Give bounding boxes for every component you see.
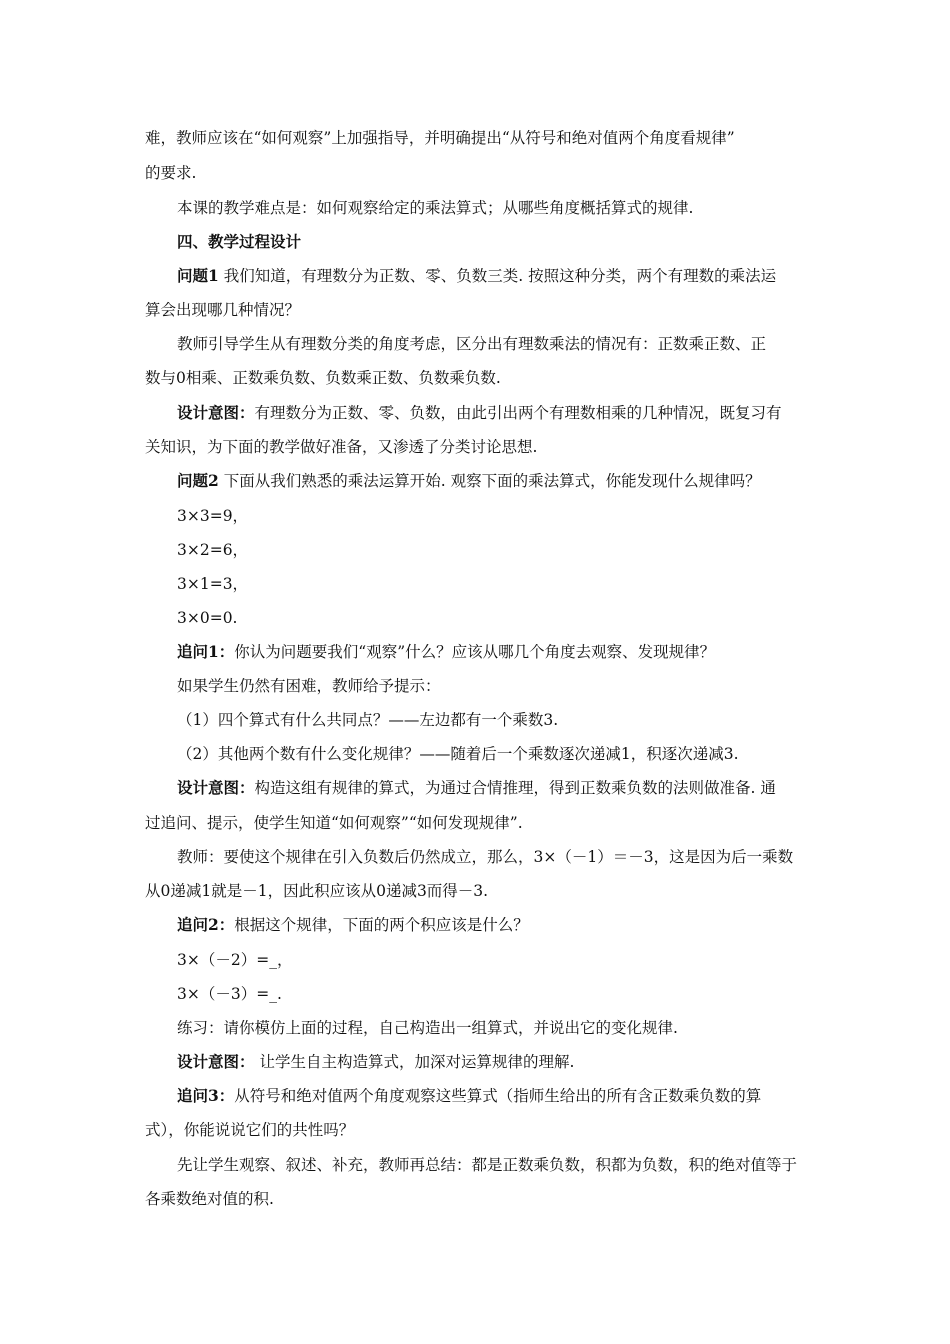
paragraph-line: 算会出现哪几种情况？ [145,301,301,319]
paragraph-line: 教师：要使这个规律在引入负数后仍然成立，那么，3×（－1）＝－3，这是因为后一乘数 [177,848,794,866]
hint-line: （2）其他两个数有什么变化规律？——随着后一个乘数逐次递减1，积逐次递减3. [177,745,739,763]
question-label: 问题2 [177,471,219,490]
question-line: 问题2 下面从我们熟悉的乘法运算开始. 观察下面的乘法算式，你能发现什么规律吗？ [177,471,761,490]
follow-up-label: 追问3： [177,1086,235,1105]
follow-up-line: 追问1：你认为问题要我们“观察”什么？应该从哪几个角度去观察、发现规律？ [177,642,716,661]
paragraph-line: 先让学生观察、叙述、补充，教师再总结：都是正数乘负数，积都为负数，积的绝对值等于 [177,1156,798,1174]
design-intent-line: 设计意图：有理数分为正数、零、负数，由此引出两个有理数相乘的几种情况，既复习有 [177,403,782,422]
equation-line: 3×3=9， [177,507,249,525]
paragraph-line: 的要求. [145,164,197,182]
design-intent-line: 设计意图： 让学生自主构造算式，加深对运算规律的理解. [177,1052,575,1071]
equation-line: 3×1=3， [177,575,249,593]
question-label: 问题1 [177,266,219,285]
follow-up-line: 追问2：根据这个规律，下面的两个积应该是什么？ [177,915,529,934]
follow-up-line: 追问3：从符号和绝对值两个角度观察这些算式（指师生给出的所有含正数乘负数的算 [177,1086,762,1105]
follow-up-label: 追问1： [177,642,235,661]
follow-up-label: 追问2： [177,915,235,934]
design-intent-label: 设计意图： [177,1052,255,1071]
design-intent-label: 设计意图： [177,403,255,422]
equation-line: 3×0=0. [177,609,238,627]
equation-line: 3×（－2）=_， [177,951,293,969]
question-line: 问题1 我们知道，有理数分为正数、零、负数三类. 按照这种分类，两个有理数的乘法运 [177,266,777,285]
paragraph-line: 数与0相乘、正数乘负数、负数乘正数、负数乘负数. [145,369,501,387]
design-intent-line: 设计意图：构造这组有规律的算式，为通过合情推理，得到正数乘负数的法则做准备. 通 [177,778,776,797]
paragraph-line: 难，教师应该在“如何观察”上加强指导，并明确提出“从符号和绝对值两个角度看规律” [145,129,735,147]
paragraph-line: 如果学生仍然有困难，教师给予提示： [177,677,441,695]
paragraph-line: 关知识，为下面的教学做好准备，又渗透了分类讨论思想. [145,438,538,456]
hint-line: （1）四个算式有什么共同点？——左边都有一个乘数3. [177,711,559,729]
paragraph-line: 教师引导学生从有理数分类的角度考虑，区分出有理数乘法的情况有：正数乘正数、正 [177,335,767,353]
section-heading: 四、教学过程设计 [177,232,302,251]
equation-line: 3×2=6， [177,541,249,559]
equation-line: 3×（－3）=_. [177,985,282,1003]
paragraph-line: 过追问、提示，使学生知道“如何观察”“如何发现规律”. [145,814,523,832]
paragraph-line: 各乘数绝对值的积. [145,1190,274,1208]
design-intent-label: 设计意图： [177,778,255,797]
paragraph-line: 从0递减1就是－1，因此积应该从0递减3而得－3. [145,882,489,900]
paragraph-line: 本课的教学难点是：如何观察给定的乘法算式；从哪些角度概括算式的规律. [177,199,694,217]
paragraph-line: 式），你能说说它们的共性吗？ [145,1121,355,1139]
exercise-line: 练习：请你模仿上面的过程，自己构造出一组算式，并说出它的变化规律. [177,1019,678,1037]
